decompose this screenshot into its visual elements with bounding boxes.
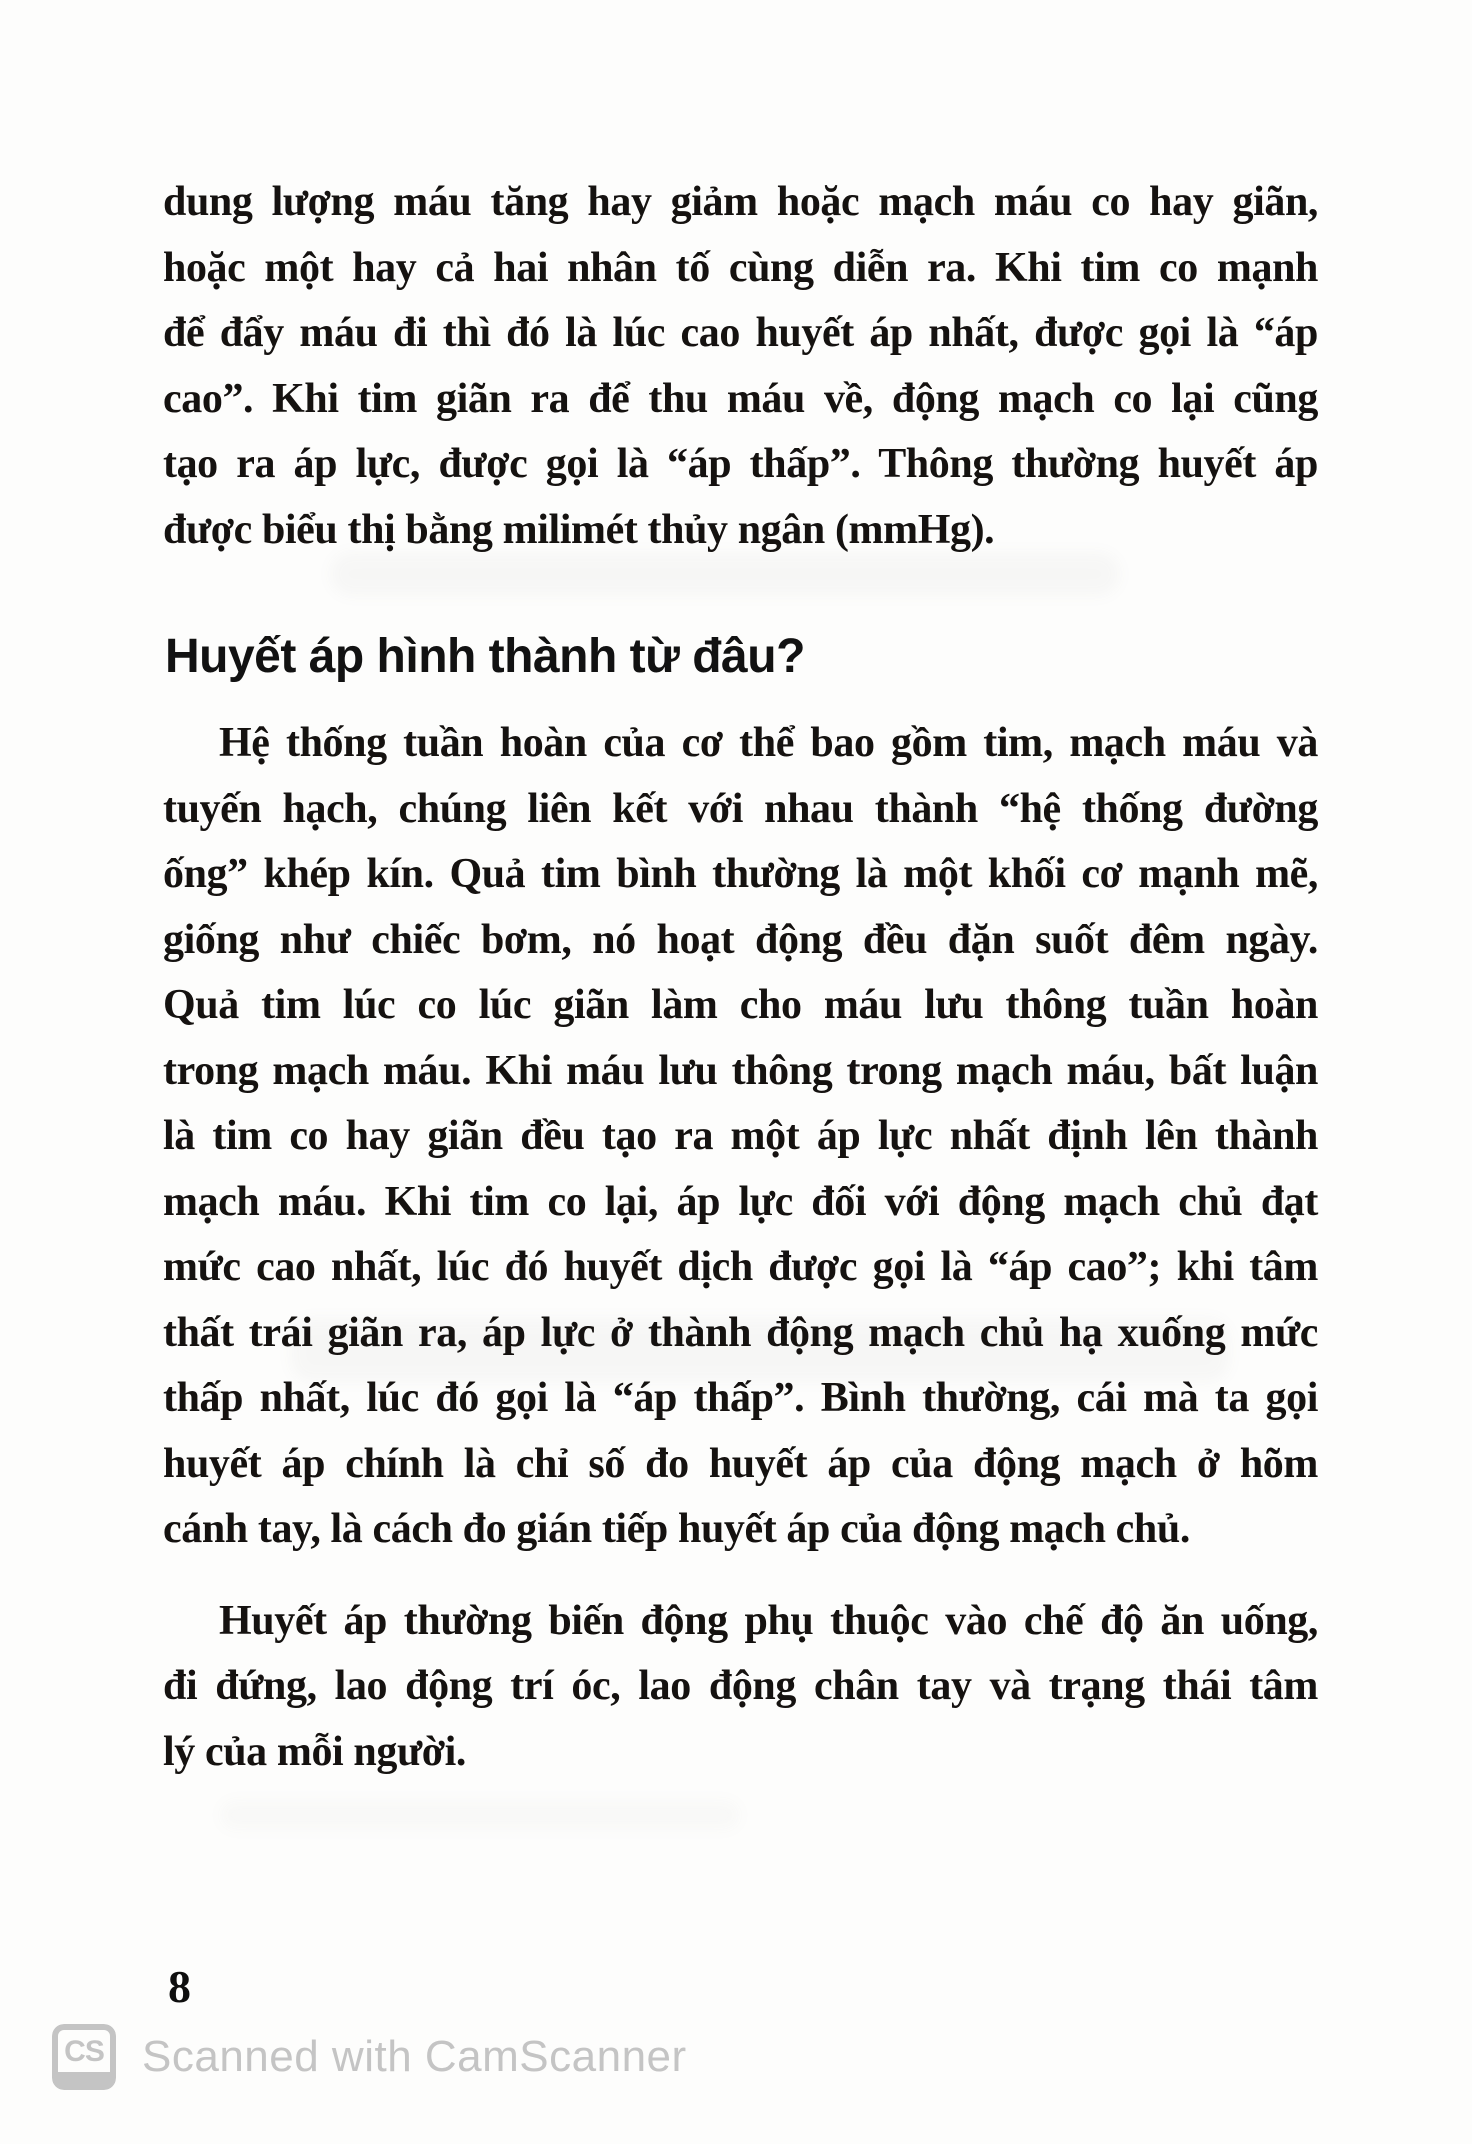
text-line: để đẩy máu đi thì đó là lúc cao huyết áp nhất, được gọi là “áp	[163, 310, 1318, 356]
text-line: cánh tay, là cách đo gián tiếp huyết áp của động mạch chủ.	[163, 1506, 1190, 1552]
camscanner-icon	[52, 2024, 116, 2090]
text-line: được biểu thị bằng milimét thủy ngân (mmHg).	[163, 506, 995, 553]
text-line: thất trái giãn ra, áp lực ở thành động mạch chủ hạ xuống mức	[163, 1309, 1318, 1356]
text-line: dung lượng máu tăng hay giảm hoặc mạch máu co hay giãn,	[163, 179, 1318, 225]
text-line: lý của mỗi người.	[163, 1728, 467, 1775]
camscanner-watermark	[52, 2024, 687, 2090]
camscanner-icon-box	[52, 2024, 116, 2072]
text-line: Hệ thống tuần hoàn của cơ thể bao gồm tim, mạch máu và	[219, 720, 1318, 766]
text-line: Quả tim lúc co lúc giãn làm cho máu lưu thông tuần hoàn	[163, 982, 1318, 1028]
text-line: đi đứng, lao động trí óc, lao động chân tay và trạng thái tâm	[163, 1663, 1318, 1709]
text-line: ống” khép kín. Quả tim bình thường là một khối cơ mạnh mẽ,	[163, 851, 1318, 897]
text-line: giống như chiếc bơm, nó hoạt động đều đặn suốt đêm ngày.	[163, 916, 1318, 963]
text-line: mạch máu. Khi tim co lại, áp lực đối với động mạch chủ đạt	[163, 1178, 1318, 1225]
camscanner-icon-label: CS	[64, 2035, 104, 2068]
text-line: thấp nhất, lúc đó gọi là “áp thấp”. Bình thường, cái mà ta gọi	[163, 1375, 1318, 1421]
text-line: trong mạch máu. Khi máu lưu thông trong mạch máu, bất luận	[163, 1047, 1318, 1094]
text-line: cao”. Khi tim giãn ra để thu máu về, động mạch co lại cũng	[163, 375, 1318, 422]
paragraph	[163, 711, 1318, 1563]
text-line: tuyến hạch, chúng liên kết với nhau thành “hệ thống đường	[163, 785, 1318, 832]
text-line: Huyết áp thường biến động phụ thuộc vào chế độ ăn uống,	[219, 1597, 1318, 1644]
text-line: mức cao nhất, lúc đó huyết dịch được gọi là “áp cao”; khi tâm	[163, 1244, 1318, 1290]
page-content	[163, 170, 1318, 1785]
text-line: là tim co hay giãn đều tạo ra một áp lực nhất định lên thành	[163, 1113, 1318, 1159]
text-line: hoặc một hay cả hai nhân tố cùng diễn ra. Khi tim co mạnh	[163, 244, 1318, 291]
page-number: 8	[168, 1961, 191, 2012]
scan-artifact	[220, 1800, 740, 1830]
text-line: huyết áp chính là chỉ số đo huyết áp của động mạch ở hõm	[163, 1440, 1318, 1487]
paragraph	[163, 1589, 1318, 1786]
watermark-text: Scanned with CamScanner	[142, 2032, 687, 2081]
camscanner-icon-tab	[52, 2072, 116, 2090]
paragraph	[163, 170, 1318, 563]
section-heading: Huyết áp hình thành từ đâu?	[165, 630, 805, 683]
text-line: tạo ra áp lực, được gọi là “áp thấp”. Thông thường huyết áp	[163, 441, 1318, 487]
